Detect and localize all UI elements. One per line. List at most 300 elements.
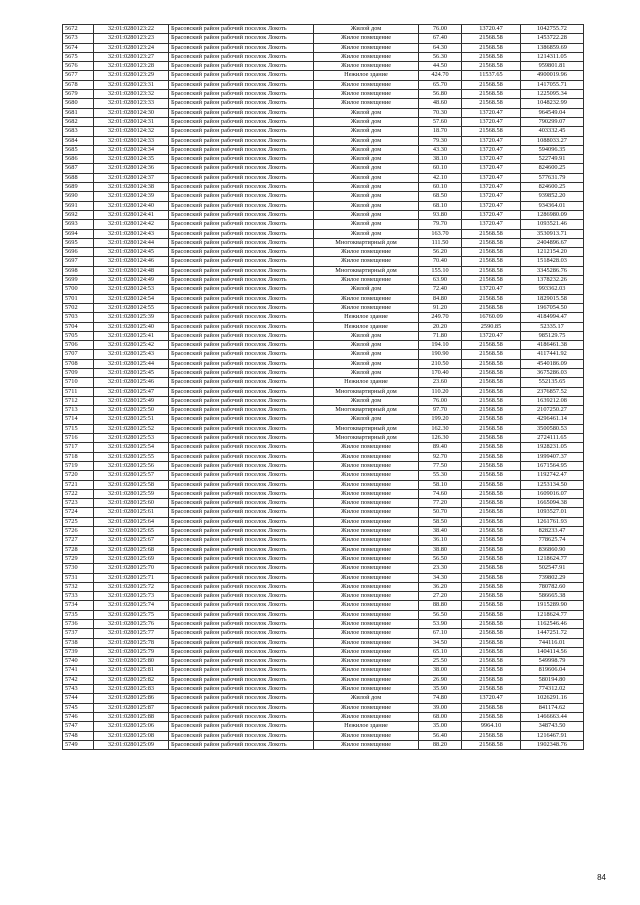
- table-cell: 13720.47: [462, 25, 521, 34]
- table-cell: Многоквартирный дом: [314, 434, 419, 443]
- table-cell: 32:01:0280125:75: [94, 610, 169, 619]
- table-cell: 3675286.03: [521, 368, 584, 377]
- table-cell: 88.20: [419, 740, 462, 749]
- table-cell: 32:01:0280125:51: [94, 415, 169, 424]
- table-row: [63, 499, 584, 508]
- table-cell: 34.30: [419, 573, 462, 582]
- table-cell: Брасовский район рабочий поселок Локоть: [169, 610, 314, 619]
- table-cell: 32:01:0280125:53: [94, 434, 169, 443]
- table-cell: Брасовский район рабочий поселок Локоть: [169, 424, 314, 433]
- table-cell: 155.10: [419, 266, 462, 275]
- table-cell: Жилое помещение: [314, 573, 419, 582]
- table-cell: 5723: [63, 499, 94, 508]
- table-cell: 5718: [63, 452, 94, 461]
- table-row: [63, 266, 584, 275]
- table-row: [63, 424, 584, 433]
- table-cell: 32:01:0280124:41: [94, 210, 169, 219]
- table-cell: 2724111.65: [521, 434, 584, 443]
- table-cell: 5697: [63, 257, 94, 266]
- table-cell: 1225095.34: [521, 90, 584, 99]
- table-cell: 64.30: [419, 43, 462, 52]
- table-cell: 32:01:0280125:72: [94, 582, 169, 591]
- table-cell: 56.80: [419, 90, 462, 99]
- table-row: [63, 322, 584, 331]
- table-cell: Жилое помещение: [314, 257, 419, 266]
- table-cell: 32:01:0280125:08: [94, 731, 169, 740]
- table-cell: 13720.47: [462, 117, 521, 126]
- table-cell: Многоквартирный дом: [314, 387, 419, 396]
- table-cell: 993362.03: [521, 285, 584, 294]
- table-cell: Жилое помещение: [314, 657, 419, 666]
- table-cell: Жилое помещение: [314, 601, 419, 610]
- table-cell: 5726: [63, 527, 94, 536]
- table-cell: 1417055.71: [521, 80, 584, 89]
- table-cell: 21568.58: [462, 34, 521, 43]
- table-cell: 5749: [63, 740, 94, 749]
- table-cell: 32:01:0280125:67: [94, 536, 169, 545]
- table-row: [63, 238, 584, 247]
- table-cell: 60.10: [419, 164, 462, 173]
- table-cell: 32:01:0280124:30: [94, 108, 169, 117]
- table-cell: Брасовский район рабочий поселок Локоть: [169, 703, 314, 712]
- table-cell: 36.20: [419, 582, 462, 591]
- table-cell: 13720.47: [462, 331, 521, 340]
- table-cell: 5732: [63, 582, 94, 591]
- table-cell: 21568.58: [462, 266, 521, 275]
- table-cell: 32:01:0280125:73: [94, 592, 169, 601]
- table-cell: 32:01:0280125:65: [94, 527, 169, 536]
- table-cell: 1999407.37: [521, 452, 584, 461]
- table-cell: 1218624.77: [521, 554, 584, 563]
- table-cell: 5685: [63, 145, 94, 154]
- table-row: [63, 434, 584, 443]
- table-cell: 13720.47: [462, 164, 521, 173]
- table-cell: 5719: [63, 461, 94, 470]
- table-cell: 790299.07: [521, 117, 584, 126]
- table-cell: 32:01:0280125:76: [94, 620, 169, 629]
- table-cell: 5688: [63, 173, 94, 182]
- table-cell: 5747: [63, 722, 94, 731]
- table-cell: Жилое помещение: [314, 610, 419, 619]
- table-cell: 170.40: [419, 368, 462, 377]
- table-cell: 21568.58: [462, 536, 521, 545]
- table-cell: 5699: [63, 276, 94, 285]
- table-cell: 32:01:0280124:36: [94, 164, 169, 173]
- table-cell: 4900019.96: [521, 71, 584, 80]
- table-cell: Жилое помещение: [314, 499, 419, 508]
- table-cell: Жилое помещение: [314, 740, 419, 749]
- table-cell: 32:01:0280125:45: [94, 368, 169, 377]
- table-cell: 5733: [63, 592, 94, 601]
- table-cell: 32:01:0280125:52: [94, 424, 169, 433]
- table-cell: 5741: [63, 666, 94, 675]
- table-cell: 1639212.08: [521, 396, 584, 405]
- table-cell: Брасовский район рабочий поселок Локоть: [169, 266, 314, 275]
- table-cell: Брасовский район рабочий поселок Локоть: [169, 387, 314, 396]
- table-cell: 97.70: [419, 406, 462, 415]
- table-cell: 32:01:0280125:39: [94, 313, 169, 322]
- table-cell: 21568.58: [462, 415, 521, 424]
- table-cell: 5746: [63, 712, 94, 721]
- table-cell: 1518428.03: [521, 257, 584, 266]
- table-cell: Брасовский район рабочий поселок Локоть: [169, 489, 314, 498]
- table-cell: 21568.58: [462, 424, 521, 433]
- table-cell: 5705: [63, 331, 94, 340]
- table-cell: 549998.79: [521, 657, 584, 666]
- table-cell: 21568.58: [462, 43, 521, 52]
- table-cell: 5731: [63, 573, 94, 582]
- table-cell: 111.50: [419, 238, 462, 247]
- table-cell: 5698: [63, 266, 94, 275]
- table-cell: Жилой дом: [314, 285, 419, 294]
- table-cell: Брасовский район рабочий поселок Локоть: [169, 145, 314, 154]
- table-cell: 594096.35: [521, 145, 584, 154]
- table-cell: 32:01:0280124:43: [94, 229, 169, 238]
- table-cell: 1447251.72: [521, 629, 584, 638]
- table-cell: 21568.58: [462, 276, 521, 285]
- table-cell: 828233.47: [521, 527, 584, 536]
- table-row: [63, 731, 584, 740]
- table-row: [63, 675, 584, 684]
- table-row: [63, 471, 584, 480]
- table-cell: Жилое помещение: [314, 80, 419, 89]
- table-cell: 1214311.05: [521, 52, 584, 61]
- table-row: [63, 341, 584, 350]
- table-cell: Жилое помещение: [314, 34, 419, 43]
- table-row: [63, 582, 584, 591]
- table-cell: 21568.58: [462, 303, 521, 312]
- table-cell: Жилой дом: [314, 368, 419, 377]
- table-cell: 32:01:0280123:24: [94, 43, 169, 52]
- table-cell: 126.30: [419, 434, 462, 443]
- table-cell: 190.90: [419, 350, 462, 359]
- table-cell: Жилой дом: [314, 694, 419, 703]
- table-cell: 13720.47: [462, 183, 521, 192]
- table-cell: Брасовский район рабочий поселок Локоть: [169, 517, 314, 526]
- table-cell: Брасовский район рабочий поселок Локоть: [169, 368, 314, 377]
- table-cell: 5743: [63, 685, 94, 694]
- table-cell: 13720.47: [462, 694, 521, 703]
- table-row: [63, 229, 584, 238]
- table-cell: 21568.58: [462, 666, 521, 675]
- table-row: [63, 285, 584, 294]
- table-cell: 5713: [63, 406, 94, 415]
- table-row: [63, 685, 584, 694]
- table-cell: Жилой дом: [314, 136, 419, 145]
- table-cell: 5687: [63, 164, 94, 173]
- table-cell: 32:01:0280125:41: [94, 331, 169, 340]
- table-cell: 70.40: [419, 257, 462, 266]
- table-cell: Жилой дом: [314, 108, 419, 117]
- table-cell: 577631.79: [521, 173, 584, 182]
- table-cell: 5730: [63, 564, 94, 573]
- table-cell: 210.50: [419, 359, 462, 368]
- table-cell: Нежилое здание: [314, 71, 419, 80]
- table-row: [63, 722, 584, 731]
- table-cell: 55.30: [419, 471, 462, 480]
- table-cell: Брасовский район рабочий поселок Локоть: [169, 731, 314, 740]
- table-row: [63, 517, 584, 526]
- table-cell: Многоквартирный дом: [314, 406, 419, 415]
- table-cell: 35.90: [419, 685, 462, 694]
- table-cell: Брасовский район рабочий поселок Локоть: [169, 396, 314, 405]
- table-cell: 934364.01: [521, 201, 584, 210]
- table-cell: 32:01:0280124:55: [94, 303, 169, 312]
- table-cell: 21568.58: [462, 229, 521, 238]
- table-cell: Брасовский район рабочий поселок Локоть: [169, 34, 314, 43]
- table-row: [63, 573, 584, 582]
- table-cell: 5710: [63, 378, 94, 387]
- table-cell: 1967054.50: [521, 303, 584, 312]
- table-row: [63, 257, 584, 266]
- table-cell: Жилое помещение: [314, 480, 419, 489]
- table-cell: 23.60: [419, 378, 462, 387]
- table-cell: 964549.04: [521, 108, 584, 117]
- table-cell: 77.20: [419, 499, 462, 508]
- table-cell: 74.80: [419, 694, 462, 703]
- table-cell: 5684: [63, 136, 94, 145]
- table-cell: 5709: [63, 368, 94, 377]
- table-row: [63, 703, 584, 712]
- table-cell: 32:01:0280125:44: [94, 359, 169, 368]
- table-cell: 32:01:0280124:38: [94, 183, 169, 192]
- table-cell: 21568.58: [462, 99, 521, 108]
- table-cell: Брасовский район рабочий поселок Локоть: [169, 620, 314, 629]
- table-cell: 36.10: [419, 536, 462, 545]
- table-cell: 13720.47: [462, 210, 521, 219]
- table-cell: 84.80: [419, 294, 462, 303]
- table-cell: 32:01:0280125:46: [94, 378, 169, 387]
- table-cell: 21568.58: [462, 359, 521, 368]
- table-cell: Жилое помещение: [314, 620, 419, 629]
- table-cell: Брасовский район рабочий поселок Локоть: [169, 71, 314, 80]
- table-cell: 21568.58: [462, 647, 521, 656]
- table-cell: Брасовский район рабочий поселок Локоть: [169, 675, 314, 684]
- table-cell: Брасовский район рабочий поселок Локоть: [169, 499, 314, 508]
- table-cell: Жилой дом: [314, 183, 419, 192]
- table-row: [63, 127, 584, 136]
- table-cell: Брасовский район рабочий поселок Локоть: [169, 229, 314, 238]
- table-cell: 32:01:0280123:23: [94, 34, 169, 43]
- table-cell: 32:01:0280124:42: [94, 220, 169, 229]
- table-cell: Жилой дом: [314, 396, 419, 405]
- table-cell: Жилое помещение: [314, 629, 419, 638]
- table-cell: Жилое помещение: [314, 248, 419, 257]
- table-cell: 38.10: [419, 155, 462, 164]
- table-cell: Жилое помещение: [314, 712, 419, 721]
- table-cell: 552135.65: [521, 378, 584, 387]
- table-row: [63, 117, 584, 126]
- table-cell: 13720.47: [462, 201, 521, 210]
- table-cell: 32:01:0280125:64: [94, 517, 169, 526]
- table-cell: 32:01:0280125:70: [94, 564, 169, 573]
- table-cell: 65.70: [419, 80, 462, 89]
- table-cell: 4184994.47: [521, 313, 584, 322]
- table-cell: 5735: [63, 610, 94, 619]
- table-cell: 32:01:0280125:81: [94, 666, 169, 675]
- table-row: [63, 647, 584, 656]
- table-cell: 32:01:0280125:49: [94, 396, 169, 405]
- table-cell: 32:01:0280124:34: [94, 145, 169, 154]
- table-row: [63, 740, 584, 749]
- table-row: [63, 220, 584, 229]
- table-cell: 32:01:0280125:47: [94, 387, 169, 396]
- table-cell: 13720.47: [462, 108, 521, 117]
- table-cell: 739802.29: [521, 573, 584, 582]
- table-row: [63, 508, 584, 517]
- table-cell: 23.30: [419, 564, 462, 573]
- table-cell: Брасовский район рабочий поселок Локоть: [169, 508, 314, 517]
- table-cell: 5717: [63, 443, 94, 452]
- table-cell: Жилое помещение: [314, 582, 419, 591]
- table-cell: 56.50: [419, 610, 462, 619]
- table-cell: 1453722.28: [521, 34, 584, 43]
- table-cell: 77.50: [419, 461, 462, 470]
- table-cell: 5686: [63, 155, 94, 164]
- table-cell: 5736: [63, 620, 94, 629]
- table-row: [63, 489, 584, 498]
- table-cell: Брасовский район рабочий поселок Локоть: [169, 452, 314, 461]
- table-cell: 21568.58: [462, 499, 521, 508]
- table-cell: 1386859.69: [521, 43, 584, 52]
- table-cell: 32:01:0280124:44: [94, 238, 169, 247]
- table-cell: 32:01:0280125:54: [94, 443, 169, 452]
- table-cell: Жилое помещение: [314, 703, 419, 712]
- table-cell: Брасовский район рабочий поселок Локоть: [169, 647, 314, 656]
- table-cell: 959801.81: [521, 62, 584, 71]
- table-cell: 32:01:0280125:55: [94, 452, 169, 461]
- table-cell: 1253134.50: [521, 480, 584, 489]
- table-cell: Жилой дом: [314, 331, 419, 340]
- table-cell: 5721: [63, 480, 94, 489]
- table-cell: 39.00: [419, 703, 462, 712]
- table-cell: 32:01:0280125:50: [94, 406, 169, 415]
- table-cell: 1915289.90: [521, 601, 584, 610]
- table-cell: 5692: [63, 210, 94, 219]
- table-cell: Жилой дом: [314, 25, 419, 34]
- table-row: [63, 201, 584, 210]
- table-cell: 32:01:0280125:80: [94, 657, 169, 666]
- table-cell: Брасовский район рабочий поселок Локоть: [169, 25, 314, 34]
- table-cell: Жилой дом: [314, 210, 419, 219]
- table-cell: 5712: [63, 396, 94, 405]
- table-cell: Брасовский район рабочий поселок Локоть: [169, 62, 314, 71]
- table-cell: 5672: [63, 25, 94, 34]
- table-cell: 110.20: [419, 387, 462, 396]
- table-cell: 21568.58: [462, 480, 521, 489]
- table-cell: 38.80: [419, 545, 462, 554]
- table-cell: 32:01:0280123:22: [94, 25, 169, 34]
- table-cell: 58.50: [419, 517, 462, 526]
- table-cell: 774312.02: [521, 685, 584, 694]
- table-cell: Брасовский район рабочий поселок Локоть: [169, 52, 314, 61]
- table-cell: 32:01:0280124:48: [94, 266, 169, 275]
- table-cell: Брасовский район рабочий поселок Локоть: [169, 554, 314, 563]
- table-cell: 21568.58: [462, 517, 521, 526]
- table-row: [63, 80, 584, 89]
- table-row: [63, 536, 584, 545]
- table-row: [63, 71, 584, 80]
- table-cell: 13720.47: [462, 285, 521, 294]
- table-row: [63, 145, 584, 154]
- table-cell: 1378232.26: [521, 276, 584, 285]
- table-cell: 93.80: [419, 210, 462, 219]
- table-cell: 32:01:0280123:28: [94, 62, 169, 71]
- table-cell: 32:01:0280125:82: [94, 675, 169, 684]
- table-cell: 21568.58: [462, 629, 521, 638]
- table-cell: 194.10: [419, 341, 462, 350]
- table-cell: Жилое помещение: [314, 675, 419, 684]
- table-cell: 1404114.56: [521, 647, 584, 656]
- table-cell: 5676: [63, 62, 94, 71]
- table-cell: Брасовский район рабочий поселок Локоть: [169, 480, 314, 489]
- table-cell: 21568.58: [462, 610, 521, 619]
- table-cell: Брасовский район рабочий поселок Локоть: [169, 657, 314, 666]
- table-row: [63, 527, 584, 536]
- table-cell: 32:01:0280125:57: [94, 471, 169, 480]
- table-cell: 162.30: [419, 424, 462, 433]
- table-cell: 5702: [63, 303, 94, 312]
- table-row: [63, 350, 584, 359]
- table-cell: 5682: [63, 117, 94, 126]
- table-cell: 32:01:0280123:31: [94, 80, 169, 89]
- table-cell: Жилое помещение: [314, 276, 419, 285]
- table-cell: 76.00: [419, 25, 462, 34]
- table-cell: Брасовский район рабочий поселок Локоть: [169, 43, 314, 52]
- table-cell: 2107250.27: [521, 406, 584, 415]
- table-cell: 5745: [63, 703, 94, 712]
- table-cell: Жилое помещение: [314, 303, 419, 312]
- table-cell: Брасовский район рабочий поселок Локоть: [169, 248, 314, 257]
- table-cell: 89.40: [419, 443, 462, 452]
- table-cell: 32:01:0280124:40: [94, 201, 169, 210]
- table-cell: 56.40: [419, 731, 462, 740]
- table-cell: 32:01:0280124:39: [94, 192, 169, 201]
- table-cell: 5725: [63, 517, 94, 526]
- table-cell: 5724: [63, 508, 94, 517]
- table-cell: 21568.58: [462, 657, 521, 666]
- table-cell: Жилой дом: [314, 164, 419, 173]
- table-cell: Брасовский район рабочий поселок Локоть: [169, 90, 314, 99]
- table-cell: 780782.60: [521, 582, 584, 591]
- table-cell: 21568.58: [462, 238, 521, 247]
- table-cell: Жилой дом: [314, 201, 419, 210]
- table-cell: 20.20: [419, 322, 462, 331]
- table-cell: 53.90: [419, 620, 462, 629]
- table-cell: 27.20: [419, 592, 462, 601]
- table-cell: 1829015.58: [521, 294, 584, 303]
- table-cell: Жилое помещение: [314, 461, 419, 470]
- table-cell: 68.00: [419, 712, 462, 721]
- table-cell: Брасовский район рабочий поселок Локоть: [169, 415, 314, 424]
- table-cell: 56.50: [419, 554, 462, 563]
- table-cell: 44.50: [419, 62, 462, 71]
- table-cell: 5727: [63, 536, 94, 545]
- table-cell: 1261761.93: [521, 517, 584, 526]
- table-cell: 5708: [63, 359, 94, 368]
- table-row: [63, 620, 584, 629]
- table-cell: Брасовский район рабочий поселок Локоть: [169, 294, 314, 303]
- table-cell: Жилое помещение: [314, 517, 419, 526]
- table-cell: 25.50: [419, 657, 462, 666]
- table-cell: 21568.58: [462, 80, 521, 89]
- table-cell: 4540186.09: [521, 359, 584, 368]
- table-row: [63, 331, 584, 340]
- table-cell: 4296461.14: [521, 415, 584, 424]
- table-cell: 1048232.99: [521, 99, 584, 108]
- table-cell: Жилое помещение: [314, 647, 419, 656]
- table-cell: 35.00: [419, 722, 462, 731]
